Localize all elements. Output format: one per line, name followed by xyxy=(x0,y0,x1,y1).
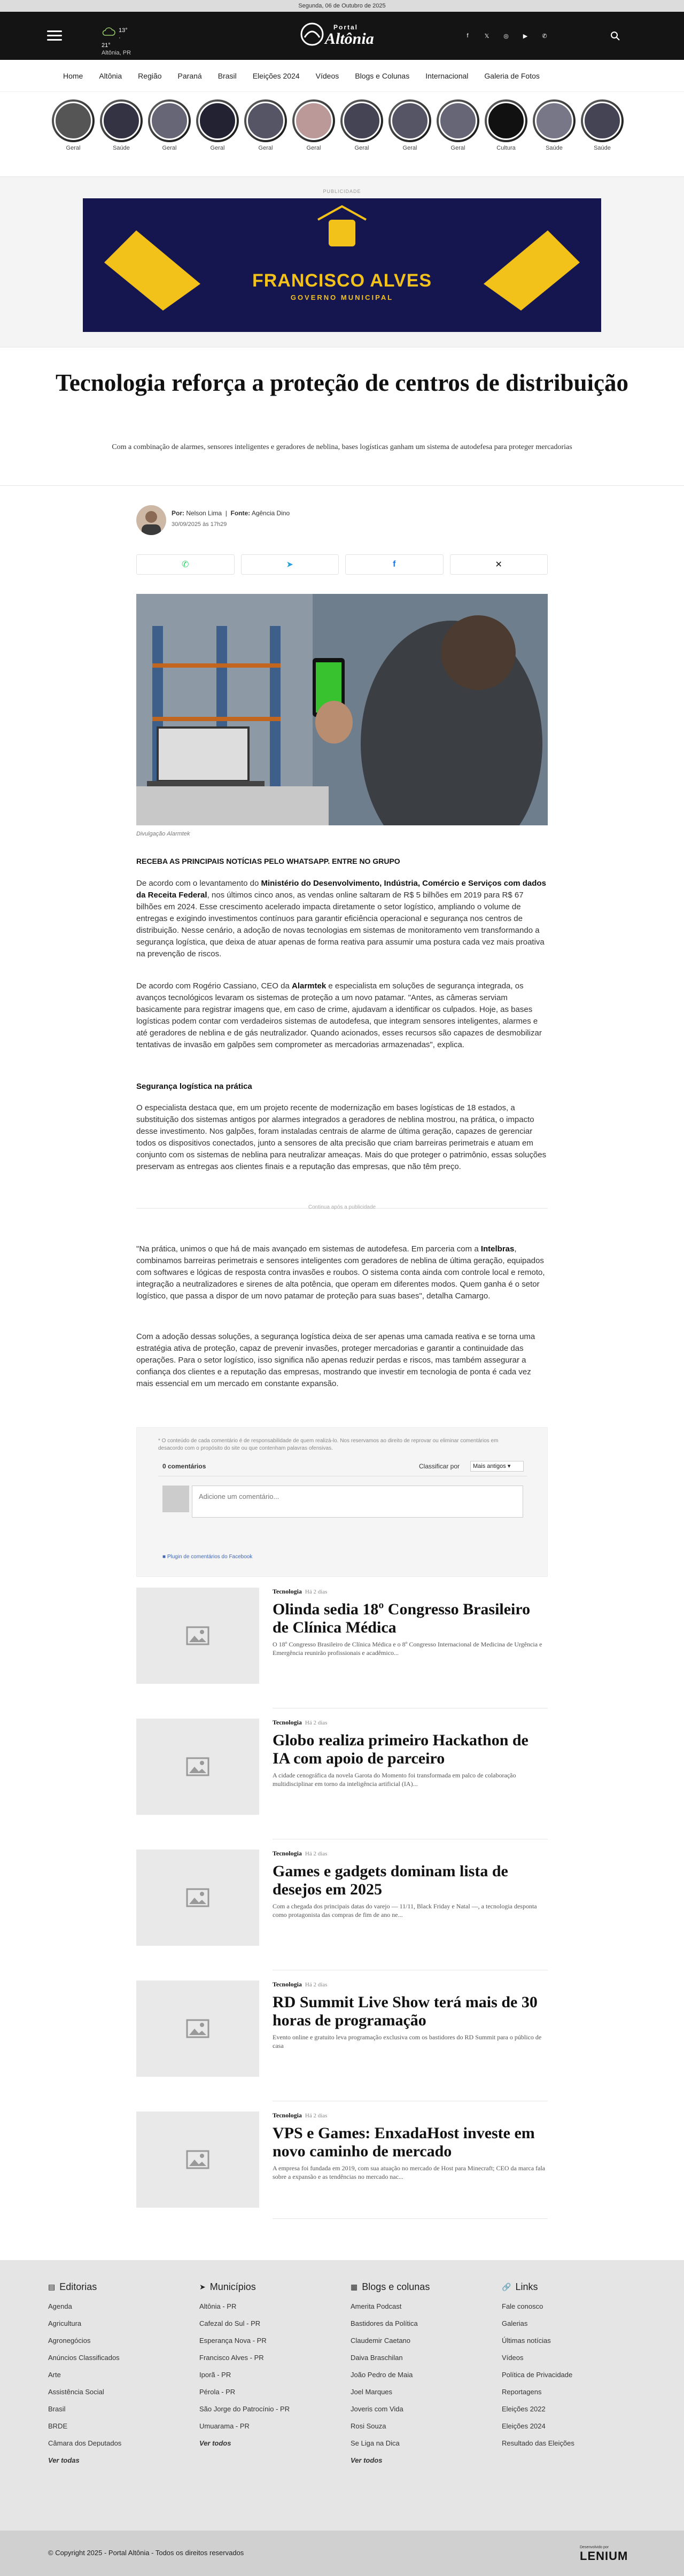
comments-disclaimer: * O conteúdo de cada comentário é de responsabilidade de quem realizá-lo. Nos reservamos ao direito de reprovar ou eliminar comentários em desacordo com o propósito do site ou que contenham palavras ofensivas. xyxy=(158,1438,499,1451)
nav-item[interactable]: Vídeos xyxy=(315,72,339,80)
nav-item[interactable]: Blogs e Colunas xyxy=(355,72,410,80)
image-placeholder-icon xyxy=(186,2150,209,2169)
x-twitter-icon: ✕ xyxy=(495,560,502,569)
thumbnail-placeholder xyxy=(136,1719,259,1815)
footer-column xyxy=(48,2281,176,2473)
menu-icon[interactable] xyxy=(47,30,62,41)
footer-link[interactable]: Cafezal do Sul - PR xyxy=(199,2319,261,2327)
facebook-icon: f xyxy=(393,560,396,569)
related-meta xyxy=(273,1850,327,1858)
nav-item[interactable]: Home xyxy=(63,72,83,80)
footer-column-title: ▤ Editorias xyxy=(48,2281,97,2292)
footer-link[interactable]: Iporã - PR xyxy=(199,2371,231,2379)
footer-link[interactable]: Galerias xyxy=(502,2319,528,2327)
weather-widget xyxy=(102,27,131,57)
related-category: Tecnologia xyxy=(273,1719,302,1726)
footer-link[interactable]: Agronegócios xyxy=(48,2337,91,2345)
story-thumbnail xyxy=(343,102,381,140)
publish-date: 30/09/2025 às 17h29 xyxy=(172,521,227,528)
story-item[interactable] xyxy=(484,99,528,158)
section-subheading: Segurança logística na prática xyxy=(136,1082,252,1091)
image-placeholder-icon xyxy=(186,1888,209,1907)
story-item[interactable] xyxy=(532,99,577,158)
related-category: Tecnologia xyxy=(273,1588,302,1595)
story-item[interactable] xyxy=(51,99,96,158)
avatar xyxy=(136,505,166,535)
related-title[interactable]: Games e gadgets dominam lista de desejos em 2025 xyxy=(273,1862,508,1898)
source-name: Agência Dino xyxy=(251,509,290,517)
main-nav xyxy=(0,60,684,92)
footer-link[interactable]: Daiva Braschilan xyxy=(351,2354,403,2362)
footer-link[interactable]: Esperança Nova - PR xyxy=(199,2337,267,2345)
story-thumbnail xyxy=(583,102,621,140)
related-meta xyxy=(273,1981,327,1989)
related-title[interactable]: Olinda sedia 18º Congresso Brasileiro de Clínica Médica xyxy=(273,1600,531,1636)
facebook-icon[interactable]: f xyxy=(467,33,469,39)
blog-icon: ▦ xyxy=(351,2283,358,2291)
nav-item[interactable]: Galeria de Fotos xyxy=(484,72,540,80)
story-thumbnail xyxy=(487,102,525,140)
developer-logo[interactable]: Desenvolvido por LENIUM xyxy=(580,2546,628,2563)
stories-strip xyxy=(51,99,633,158)
story-label: Geral xyxy=(210,145,225,151)
related-time: Há 2 dias xyxy=(305,1720,328,1726)
whatsapp-icon[interactable]: ✆ xyxy=(542,33,547,40)
ad-title: FRANCISCO ALVES xyxy=(252,270,432,291)
thumbnail-placeholder xyxy=(136,2111,259,2208)
related-category: Tecnologia xyxy=(273,2111,302,2119)
related-time: Há 2 dias xyxy=(305,1851,328,1857)
article-title: Tecnologia reforça a proteção de centros de distribuição xyxy=(56,369,628,396)
related-article-card[interactable] xyxy=(136,2106,548,2213)
related-article-card[interactable] xyxy=(136,1582,548,1689)
weather-temps: 13° · 21° xyxy=(102,27,128,49)
youtube-icon[interactable]: ▶ xyxy=(523,33,528,40)
footer-link[interactable]: Fale conosco xyxy=(502,2302,543,2310)
related-time: Há 2 dias xyxy=(305,2113,328,2119)
link-icon: 🔗 xyxy=(502,2283,511,2291)
footer-link[interactable]: Últimas notícias xyxy=(502,2337,551,2345)
nav-item[interactable]: Internacional xyxy=(425,72,469,80)
footer-column-title: ▦ Blogs e colunas xyxy=(351,2281,430,2292)
logo-portal-text: Portal xyxy=(333,24,359,31)
whatsapp-cta-link[interactable]: RECEBA AS PRINCIPAIS NOTÍCIAS PELO WHATSAPP. ENTRE NO GRUPO xyxy=(136,857,400,865)
site-footer xyxy=(0,2260,684,2531)
weather-city: Altônia, PR xyxy=(102,50,131,56)
footer-link[interactable]: Umuarama - PR xyxy=(199,2422,250,2430)
x-twitter-icon[interactable]: 𝕏 xyxy=(484,33,489,40)
footer-link[interactable]: Reportagens xyxy=(502,2388,542,2396)
footer-link[interactable]: Claudemir Caetano xyxy=(351,2337,411,2345)
related-title[interactable]: RD Summit Live Show terá mais de 30 horas de programação xyxy=(273,1993,538,2029)
related-category: Tecnologia xyxy=(273,1981,302,1988)
story-label: Saúde xyxy=(594,145,611,151)
search-icon[interactable] xyxy=(610,31,620,41)
related-meta xyxy=(273,2111,327,2119)
related-time: Há 2 dias xyxy=(305,1589,328,1595)
advertisement xyxy=(0,176,684,347)
footer-column xyxy=(351,2281,479,2473)
related-article-card[interactable] xyxy=(136,1844,548,1951)
footer-link[interactable]: Ver todos xyxy=(199,2439,231,2447)
footer-link[interactable]: Joveris com Vida xyxy=(351,2405,403,2413)
footer-link[interactable]: BRDE xyxy=(48,2422,68,2430)
alarmtek-link[interactable]: Alarmtek xyxy=(291,981,327,991)
site-header xyxy=(0,12,684,60)
nav-item[interactable]: Altônia xyxy=(99,72,122,80)
share-facebook-button[interactable] xyxy=(345,554,444,575)
warehouse-photo-icon xyxy=(136,594,548,825)
sort-label: Classificar por xyxy=(419,1463,460,1470)
divider xyxy=(0,485,684,486)
share-x-button[interactable] xyxy=(450,554,548,575)
footer-link[interactable]: São Jorge do Patrocínio - PR xyxy=(199,2405,290,2413)
story-item[interactable] xyxy=(387,99,432,158)
story-label: Geral xyxy=(66,145,81,151)
telegram-icon: ➤ xyxy=(286,560,293,569)
share-telegram-button[interactable] xyxy=(241,554,339,575)
comment-input[interactable]: Adicione um comentário... xyxy=(192,1486,523,1518)
story-label: Geral xyxy=(354,145,369,151)
footer-link[interactable]: Brasil xyxy=(48,2405,66,2413)
story-item[interactable] xyxy=(99,99,144,158)
story-thumbnail xyxy=(54,102,92,140)
related-meta xyxy=(273,1719,327,1727)
footer-link[interactable]: Se Liga na Dica xyxy=(351,2439,400,2447)
story-thumbnail xyxy=(150,102,189,140)
story-thumbnail xyxy=(102,102,141,140)
footer-link[interactable]: Joel Marques xyxy=(351,2388,393,2396)
top-date-bar xyxy=(0,0,684,12)
footer-link[interactable]: Francisco Alves - PR xyxy=(199,2354,264,2362)
story-label: Saúde xyxy=(113,145,130,151)
footer-link[interactable]: Política de Privacidade xyxy=(502,2371,573,2379)
chevron-down-icon: ▾ xyxy=(507,1463,511,1469)
related-excerpt: O 18º Congresso Brasileiro de Clínica Médica e o 8º Congresso Internacional de Medicina de Urgência e Emergência reunirão profissionais e acadêmico... xyxy=(273,1641,542,1657)
footer-link[interactable]: Resultado das Eleições xyxy=(502,2439,574,2447)
footer-link[interactable]: Rosi Souza xyxy=(351,2422,386,2430)
related-excerpt: A cidade cenográfica da novela Garota do Momento foi transformada em palco de colaboração multidisciplinar em torno da inteligência artificial (IA)... xyxy=(273,1772,516,1788)
footer-link[interactable]: Arte xyxy=(48,2371,61,2379)
ad-label: PUBLICIDADE xyxy=(323,189,361,194)
ad-banner[interactable] xyxy=(83,198,601,332)
story-item[interactable] xyxy=(243,99,288,158)
footer-link[interactable]: Ver todas xyxy=(48,2456,80,2464)
footer-column-title: 🔗 Links xyxy=(502,2281,538,2292)
story-label: Geral xyxy=(258,145,273,151)
related-article-card[interactable] xyxy=(136,1975,548,2082)
footer-column xyxy=(199,2281,328,2456)
comments-section xyxy=(136,1427,548,1577)
story-item[interactable] xyxy=(195,99,240,158)
article-image xyxy=(136,594,548,825)
location-arrow-icon: ➤ xyxy=(199,2283,206,2291)
nav-item[interactable]: Região xyxy=(138,72,162,80)
story-thumbnail xyxy=(246,102,285,140)
footer-link[interactable]: Pérola - PR xyxy=(199,2388,236,2396)
author-name[interactable]: Nelson Lima xyxy=(186,509,222,517)
footer-link[interactable]: Eleições 2024 xyxy=(502,2422,546,2430)
footer-link[interactable]: Amerita Podcast xyxy=(351,2302,402,2310)
article-lead: Com a combinação de alarmes, sensores inteligentes e geradores de neblina, bases logísticas ganham um sistema de autodefesa para proteger mercadorias xyxy=(112,443,572,451)
ad-subtitle: GOVERNO MUNICIPAL xyxy=(290,293,394,301)
story-thumbnail xyxy=(391,102,429,140)
logo-name-text: Altônia xyxy=(325,30,374,48)
nav-item[interactable]: Paraná xyxy=(177,72,202,80)
logo-mark-icon xyxy=(299,21,325,47)
site-logo[interactable] xyxy=(299,20,390,51)
paragraph-1: De acordo com o levantamento do Ministério do Desenvolvimento, Indústria, Comércio e Serviços com dados da Receita Federal, nos últimos cinco anos, as vendas online saltaram de R$ 5 bilhões em 2019 para R$ 67 bilhões em 2024. Esse crescimento acelerado impacta diretamente o setor logístico, ampliando o volume de entregas e exigindo investimentos contínuos para garantir eficiência operacional e segurança nos centros de distribuição. Nesse cenário, a adoção de novas tecnologias em sistemas de monitoramento vem transformando a segurança logística, que deixa de atuar apenas de forma reativa para assumir uma postura cada vez mais proativa na prevenção de riscos. xyxy=(136,879,546,958)
story-item[interactable] xyxy=(436,99,480,158)
story-label: Geral xyxy=(306,145,321,151)
nav-item[interactable]: Eleições 2024 xyxy=(252,72,300,80)
story-thumbnail xyxy=(294,102,333,140)
thumbnail-placeholder xyxy=(136,1588,259,1684)
related-excerpt: Com a chegada dos principais datas do varejo — 11/11, Black Friday e Natal —, a tecnologia desponta como protagonista das compras de fim de ano ne... xyxy=(273,1902,537,1919)
author-line: Por: Nelson Lima | Fonte: Agência Dino xyxy=(172,509,290,517)
image-caption: Divulgação Alarmtek xyxy=(136,831,190,837)
instagram-icon[interactable]: ◎ xyxy=(503,33,509,40)
related-meta xyxy=(273,1588,327,1596)
facebook-plugin-link[interactable]: ■ Plugin de comentários do Facebook xyxy=(162,1554,253,1560)
image-placeholder-icon xyxy=(186,2019,209,2038)
related-article-card[interactable] xyxy=(136,1713,548,1820)
copyright-bar xyxy=(0,2531,684,2576)
footer-link[interactable]: Ver todos xyxy=(351,2456,383,2464)
footer-link[interactable]: Bastidores da Política xyxy=(351,2319,418,2327)
footer-link[interactable]: Assistência Social xyxy=(48,2388,104,2396)
footer-link[interactable]: Agricultura xyxy=(48,2319,82,2327)
paragraph-2: De acordo com Rogério Cassiano, CEO da Alarmtek e especialista em soluções de segurança integrada, os avanços tecnológicos levaram os sistemas de proteção a um novo patamar. "Antes, as câmeras serviam basicamente para registrar imagens que, em caso de crime, ajudavam a identificar os culpados. Hoje, as bases logísticas podem contar com verdadeiros sistemas de autodefesa, que integram sensores inteligentes, alarmes e até geradores de neblina e de gás neutralizador. Quando acionados, esses recursos são capazes de desmobilizar tentativas de invasão em galpões sem comprometer as mercadorias armazenadas", explica. xyxy=(136,981,542,1049)
share-bar xyxy=(136,554,548,575)
footer-column-title: ➤ Municípios xyxy=(199,2281,256,2292)
story-label: Geral xyxy=(162,145,177,151)
related-title[interactable]: Globo realiza primeiro Hackathon de IA com apoio de parceiro xyxy=(273,1731,528,1767)
author-box xyxy=(136,505,548,537)
related-excerpt: Evento online e gratuito leva programação exclusiva com os bastidores do RD Summit para o público de casa xyxy=(273,2033,542,2049)
cloud-icon xyxy=(102,27,115,36)
footer-link[interactable]: Vídeos xyxy=(502,2354,524,2362)
paragraph-5: Com a adoção dessas soluções, a segurança logística deixa de ser apenas uma camada reativa e se torna uma estratégia ativa de proteção, capaz de prevenir invasões, proteger mercadorias e garantir a continuidade das operações. Para o setor logístico, isso significa não apenas reduzir perdas e riscos, mas também assegurar a confiança dos clientes e a reputação das empresas, mostrando que investir em tecnologia de ponta é cada vez mais essencial em um mercado em constante expansão. xyxy=(136,1332,535,1388)
story-label: Cultura xyxy=(496,145,516,151)
thumbnail-placeholder xyxy=(136,1981,259,2077)
nav-item[interactable]: Brasil xyxy=(217,72,237,80)
footer-link[interactable]: Câmara dos Deputados xyxy=(48,2439,122,2447)
share-whatsapp-button[interactable] xyxy=(136,554,235,575)
current-date: Segunda, 06 de Outubro de 2025 xyxy=(298,3,386,9)
paragraph-3: O especialista destaca que, em um projeto recente de modernização em bases logísticas de 18 estados, a substituição dos sistemas antigos por alarmes integrados a geradores de neblina mostrou, na prática, o impacto desse investimento. Nos galpões, foram instaladas centrais de alarme de última geração, capazes de gerenciar todos os dispositivos conectados, junto a sensores de alta precisão que criam barreiras perimetrais e atuam em conjunto com os sistemas de neblina para neutralizar ameaças. Mais do que proteger o patrimônio, essas soluções preservam as entregas aos clientes finais e a reputação das empresas, que não têm preço. xyxy=(136,1103,547,1171)
comments-count: 0 comentários xyxy=(162,1463,206,1470)
story-label: Geral xyxy=(402,145,417,151)
avatar xyxy=(162,1486,189,1512)
copyright-text: © Copyright 2025 - Portal Altônia - Todos os direitos reservados xyxy=(48,2549,244,2557)
story-item[interactable] xyxy=(580,99,625,158)
footer-column xyxy=(502,2281,630,2456)
story-item[interactable] xyxy=(147,99,192,158)
footer-link[interactable]: Anúncios Classificados xyxy=(48,2354,120,2362)
story-thumbnail xyxy=(198,102,237,140)
related-time: Há 2 dias xyxy=(305,1982,328,1988)
footer-link[interactable]: Eleições 2022 xyxy=(502,2405,546,2413)
story-thumbnail xyxy=(535,102,573,140)
sort-select[interactable]: Mais antigos ▾ xyxy=(470,1461,524,1472)
related-excerpt: A empresa foi fundada em 2019, com sua atuação no mercado de Host para Minecraft; CEO da marca fala sobre a expansão e as tendências no mercado nac... xyxy=(273,2164,546,2180)
related-category: Tecnologia xyxy=(273,1850,302,1857)
image-placeholder-icon xyxy=(186,1626,209,1645)
social-links xyxy=(461,31,551,41)
continue-after-ad-label: Continua após a publicidade xyxy=(308,1204,376,1210)
story-label: Saúde xyxy=(546,145,563,151)
footer-link[interactable]: Agenda xyxy=(48,2302,72,2310)
newspaper-icon: ▤ xyxy=(48,2283,56,2291)
ad-decoration-icon xyxy=(83,198,601,332)
story-item[interactable] xyxy=(339,99,384,158)
footer-link[interactable]: João Pedro de Maia xyxy=(351,2371,413,2379)
story-label: Geral xyxy=(450,145,465,151)
author-photo-icon xyxy=(136,505,166,535)
related-title[interactable]: VPS e Games: EnxadaHost investe em novo caminho de mercado xyxy=(273,2124,535,2160)
image-placeholder-icon xyxy=(186,1757,209,1776)
facebook-icon: ■ xyxy=(162,1554,166,1560)
story-item[interactable] xyxy=(291,99,336,158)
thumbnail-placeholder xyxy=(136,1850,259,1946)
footer-link[interactable]: Altônia - PR xyxy=(199,2302,237,2310)
story-thumbnail xyxy=(439,102,477,140)
paragraph-4: "Na prática, unimos o que há de mais avançado em sistemas de autodefesa. Em parceria com a Intelbras, combinamos barreiras perimetrais e sensores inteligentes com geradores de neblina de última geração, equipados com softwares e lógicas de resposta contra invasões e roubos. O sistema conta ainda com controle local e remoto, integração a neutralizadores e sirenes de alta potência, que operam em diferentes modos. Quem ganha é o setor logístico, que passa a dispor de um novo patamar de proteção para suas bases", detalha Camargo. xyxy=(136,1244,545,1301)
whatsapp-icon: ✆ xyxy=(182,560,189,569)
